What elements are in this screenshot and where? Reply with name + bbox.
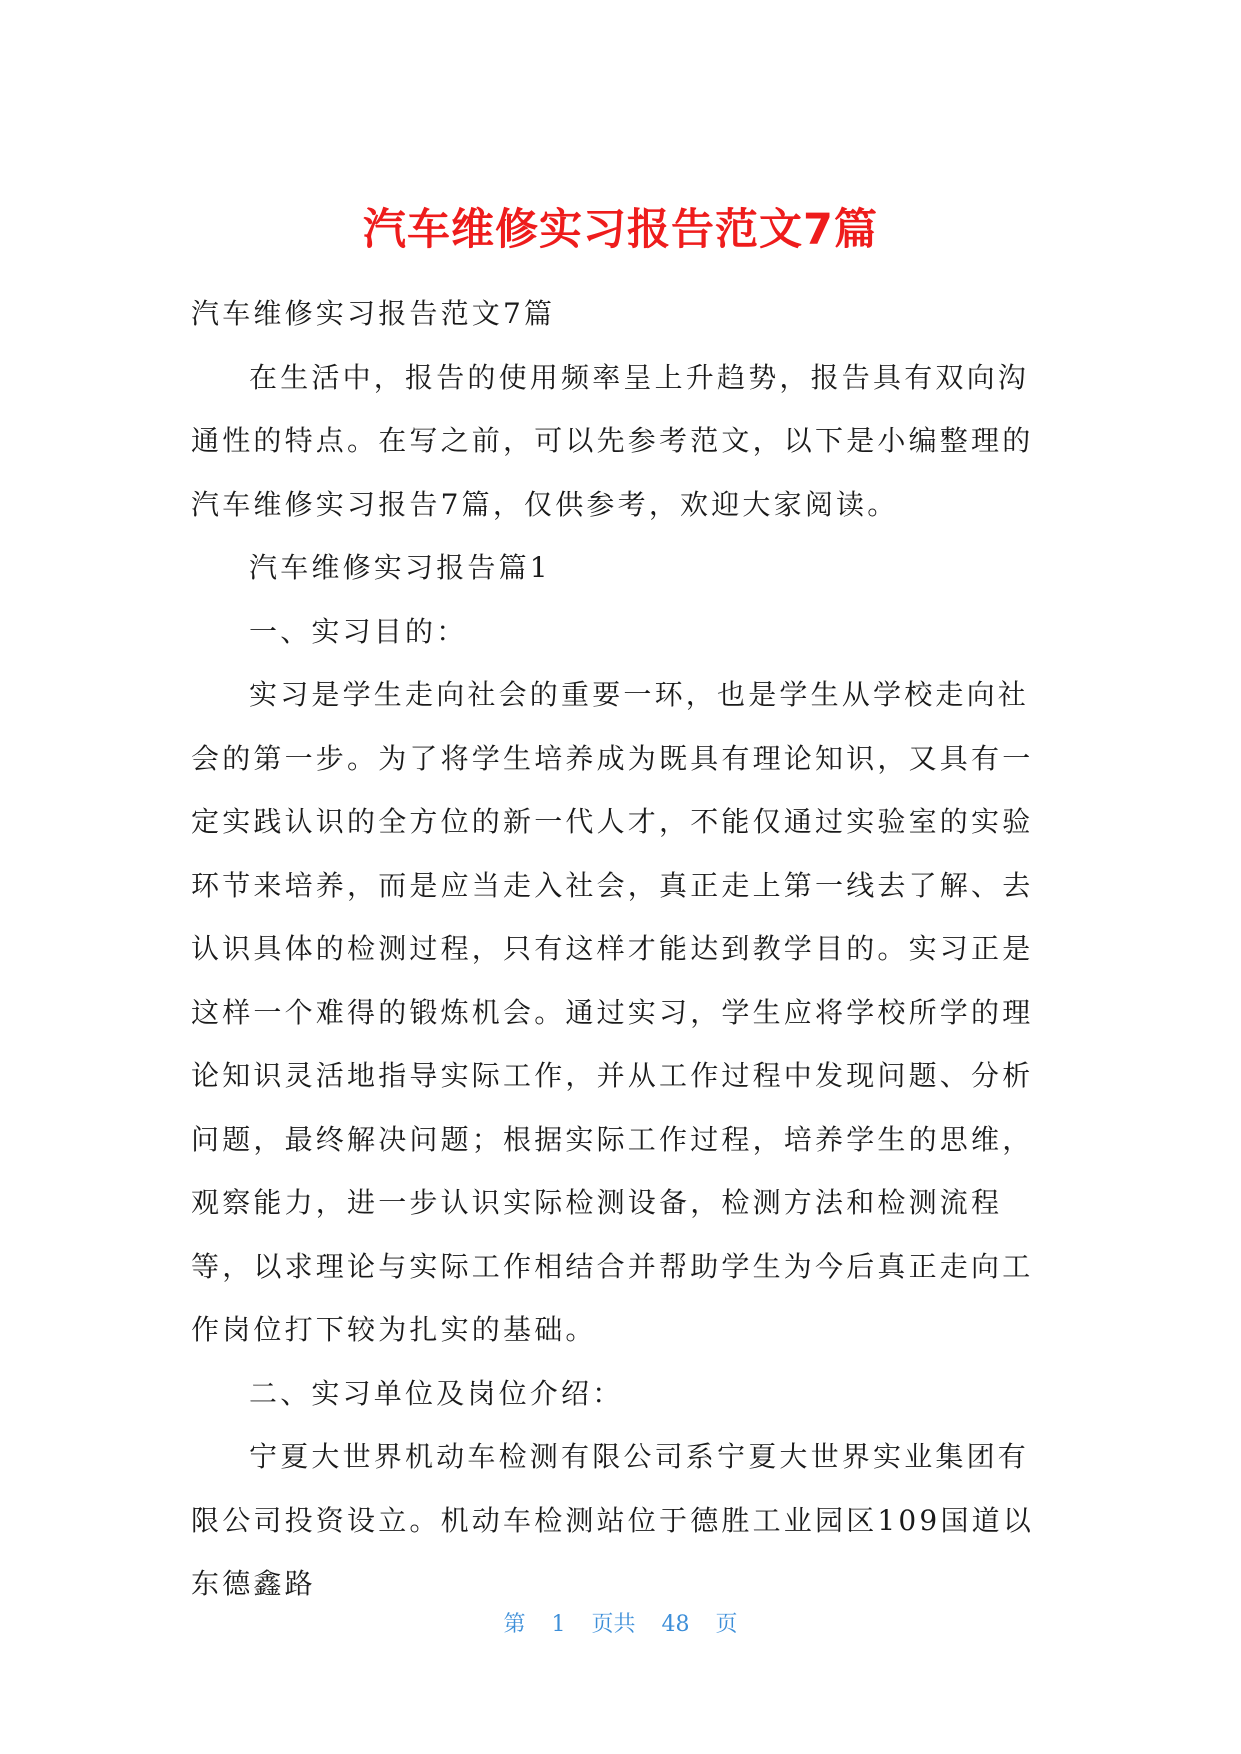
paragraph-unit: 宁夏大世界机动车检测有限公司系宁夏大世界实业集团有限公司投资设立。机动车检测站位于德胜工业园区109国道以东德鑫路: [191, 1440, 1035, 1600]
paragraph-heading-unit: 二、实习单位及岗位介绍：: [249, 1376, 624, 1410]
document-title: 汽车维修实习报告范文7篇: [363, 205, 878, 255]
paragraph-heading-purpose: 一、实习目的：: [249, 614, 468, 648]
paragraph-intro: 在生活中，报告的使用频率呈上升趋势，报告具有双向沟通性的特点。在写之前，可以先参考范文，以下是小编整理的汽车维修实习报告7篇，仅供参考，欢迎大家阅读。: [191, 360, 1034, 521]
page-footer: [0, 1610, 1241, 1640]
footer-page-middle: 页共: [591, 1612, 636, 1637]
paragraph-purpose: 实习是学生走向社会的重要一环，也是学生从学校走向社会的第一步。为了将学生培养成为既具有理论知识，又具有一定实践认识的全方位的新一代人才，不能仅通过实验室的实验环节来培养，而是应当走入社会，真正走上第一线去了解、去认识具体的检测过程，只有这样才能达到教学目的。实习正是这样一个难得的锻炼机会。通过实习，学生应将学校所学的理论知识灵活地指导实际工作，并从工作过程中发现问题、分析问题，最终解决问题；根据实际工作过程，培养学生的思维，观察能力，进一步认识实际检测设备，检测方法和检测流程等，以求理论与实际工作相结合并帮助学生为今后真正走向工作岗位打下较为扎实的基础。: [191, 678, 1034, 1346]
paragraph-subtitle: 汽车维修实习报告范文7篇: [191, 297, 556, 330]
footer-page-current: 1: [551, 1612, 566, 1637]
paragraph-section-heading: 汽车维修实习报告篇1: [249, 551, 551, 584]
footer-page-suffix: 页: [715, 1612, 738, 1637]
document-body: [191, 282, 1039, 1616]
footer-page-prefix: 第: [503, 1612, 526, 1637]
footer-page-total: 48: [661, 1612, 690, 1637]
